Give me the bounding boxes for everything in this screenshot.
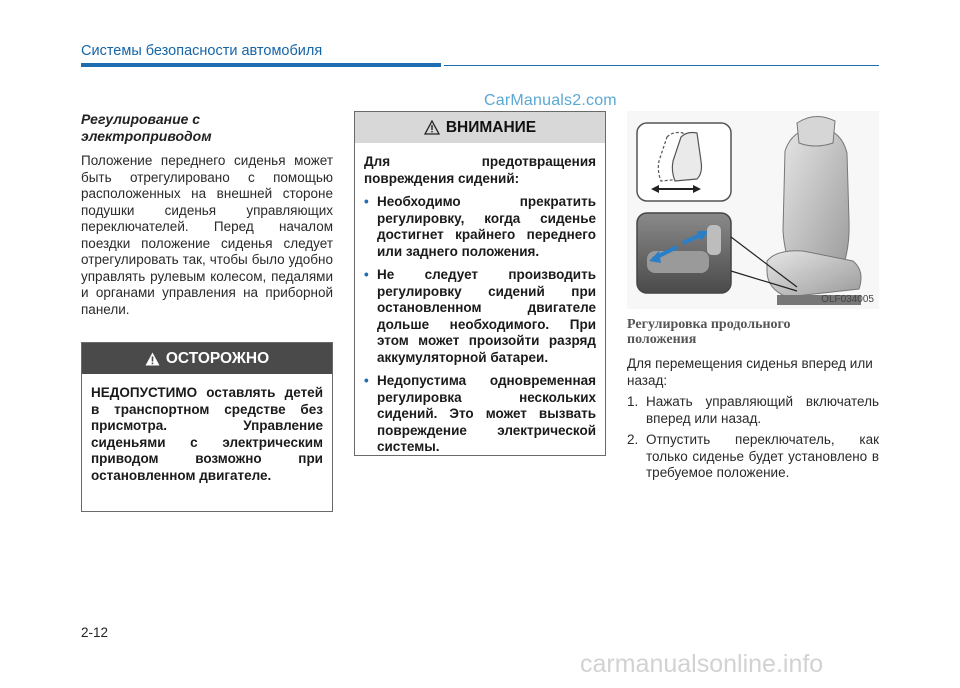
warning-header [355,112,605,143]
watermark-top[interactable]: CarManuals2.com [484,92,617,109]
right-intro: Для перемещения сиденья вперед или назад: [627,356,873,388]
warning-body [355,143,605,466]
section-title: Системы безопасности автомобиля [81,43,323,59]
warning-bullet [364,373,596,456]
left-heading-line2: электроприводом [81,128,212,144]
page-number: 2-12 [81,625,109,640]
bullet-dot-icon: • [364,267,369,282]
warning-bullet-text: Необходимо прекратить регулировку, когда сиденье достигнет крайнего переднего или заднего положения. [377,194,596,259]
right-heading-line2: положения [627,332,697,347]
caution-box [81,342,333,512]
left-heading-line1: Регулирование с [81,111,201,127]
watermark-bottom[interactable]: carmanualsonline.info [580,650,824,678]
step-number: 1. [627,394,639,409]
step-text: Отпустить переключатель, как только сиденье будет установлено в требуемое положение. [646,432,879,480]
warning-bullet-text: Недопустима одновременная регулировка нескольких сидений. Это может вызвать повреждение электрической системы. [377,373,596,454]
left-paragraph: Положение переднего сиденья может быть отрегулировано с помощью расположенных на внешней стороне подушки сиденья управляющих переключателей. Перед началом поездки положение сиденья следует отрегулировать так, чтобы было удобно управлять рулевым колесом, педалями и органами управления на приборной панели. [81,153,333,317]
warning-triangle-icon [424,120,440,135]
warning-intro: Для предотвращения повреждения сидений: [364,154,596,186]
warning-bullet-text: Не следует производить регулировку сидений при остановленном двигателе дольше необходимого. При этом может произойти разряд аккумуляторной батареи. [377,267,596,365]
header-rule-dark [81,63,441,67]
warning-triangle-icon [145,352,160,366]
step-item [627,432,879,482]
warning-bullet [364,194,596,260]
warning-box [354,111,606,456]
figure-caption: OLF034005 [821,294,874,305]
right-heading [627,317,879,347]
left-column [81,111,333,318]
step-text: Нажать управляющий включатель вперед или назад. [646,394,879,426]
seat-illustration-icon [627,111,879,309]
seat-figure [627,111,879,309]
warning-bullet [364,267,596,366]
step-item [627,394,879,427]
caution-title: ОСТОРОЖНО [165,349,270,367]
caution-header [82,343,332,374]
left-heading [81,111,333,145]
bullet-dot-icon: • [364,194,369,209]
step-number: 2. [627,432,639,447]
warning-title: ВНИМАНИЕ [445,118,537,136]
caution-text: НЕДОПУСТИМО оставлять детей в транспортном средстве без присмотра. Управление сиденьями с электрическим приводом возможно при остановленном двигателе. [91,385,323,483]
right-heading-line1: Регулировка продольного [627,317,791,332]
bullet-dot-icon: • [364,373,369,388]
header-rule-light [444,65,879,66]
right-column [627,317,879,482]
